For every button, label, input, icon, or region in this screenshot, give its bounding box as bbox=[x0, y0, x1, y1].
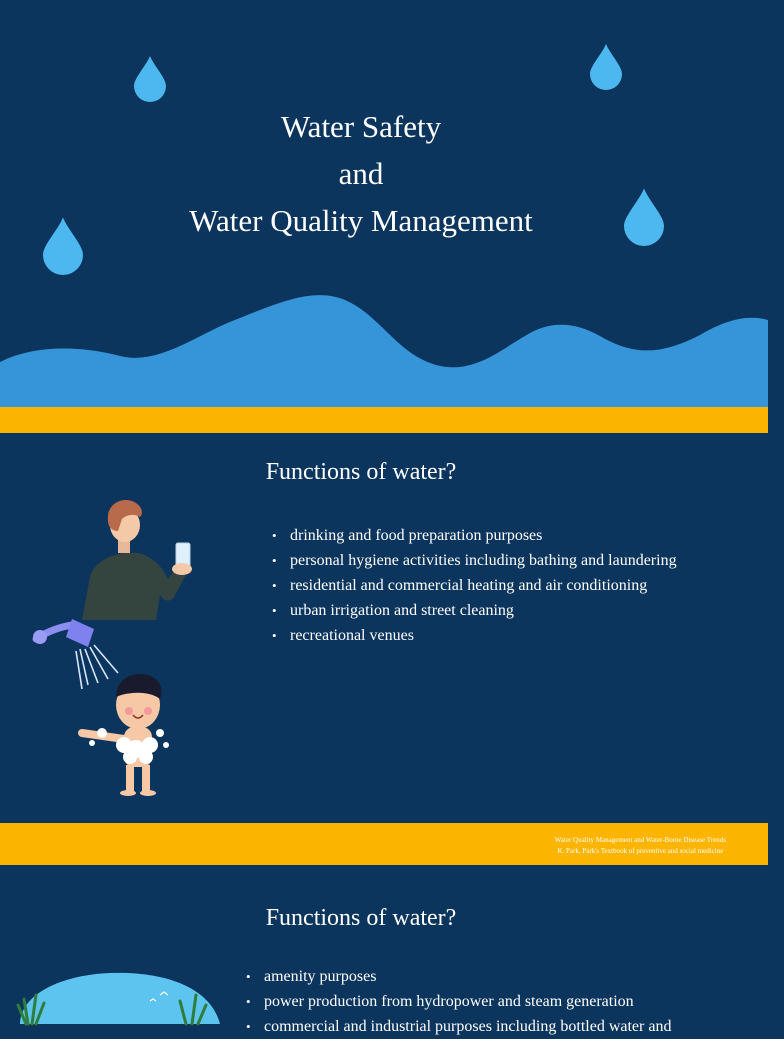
title-line-2: and bbox=[338, 156, 384, 191]
list-item: • commercial and industrial purposes including bottled water and bbox=[244, 1014, 784, 1039]
list-item: • residential and commercial heating and air conditioning bbox=[270, 573, 710, 598]
title-line-3: Water Quality Management bbox=[189, 203, 533, 238]
title-slide bbox=[0, 0, 768, 407]
yellow-footer-band bbox=[0, 823, 768, 865]
list-item: • urban irrigation and street cleaning bbox=[270, 598, 710, 623]
functions-list bbox=[244, 964, 784, 1039]
citation-line-2: K. Park, Park's Textbook of preventive and social medicine bbox=[557, 847, 724, 855]
functions-slide-continued bbox=[0, 865, 768, 1035]
title-line-1: Water Safety bbox=[280, 109, 442, 144]
citation-line-1: Water Quality Management and Water-Borne Disease Trends bbox=[554, 836, 726, 844]
list-item: • power production from hydropower and steam generation bbox=[244, 989, 784, 1014]
child-showering-illustration bbox=[30, 615, 180, 797]
functions-slide bbox=[0, 433, 768, 823]
list-item: • recreational venues bbox=[270, 623, 710, 648]
slide-heading: Functions of water? bbox=[265, 459, 457, 485]
slide-heading: Functions of water? bbox=[265, 905, 457, 931]
list-item: • amenity purposes bbox=[244, 964, 784, 989]
yellow-divider-band bbox=[0, 407, 768, 433]
list-item: • drinking and food preparation purposes bbox=[270, 523, 710, 548]
wave-graphic bbox=[0, 0, 768, 407]
person-drinking-illustration bbox=[78, 497, 198, 622]
source-citation bbox=[555, 835, 726, 857]
pond-illustration bbox=[0, 965, 230, 1024]
functions-list bbox=[270, 523, 710, 648]
list-item: • personal hygiene activities including bathing and laundering bbox=[270, 548, 710, 573]
